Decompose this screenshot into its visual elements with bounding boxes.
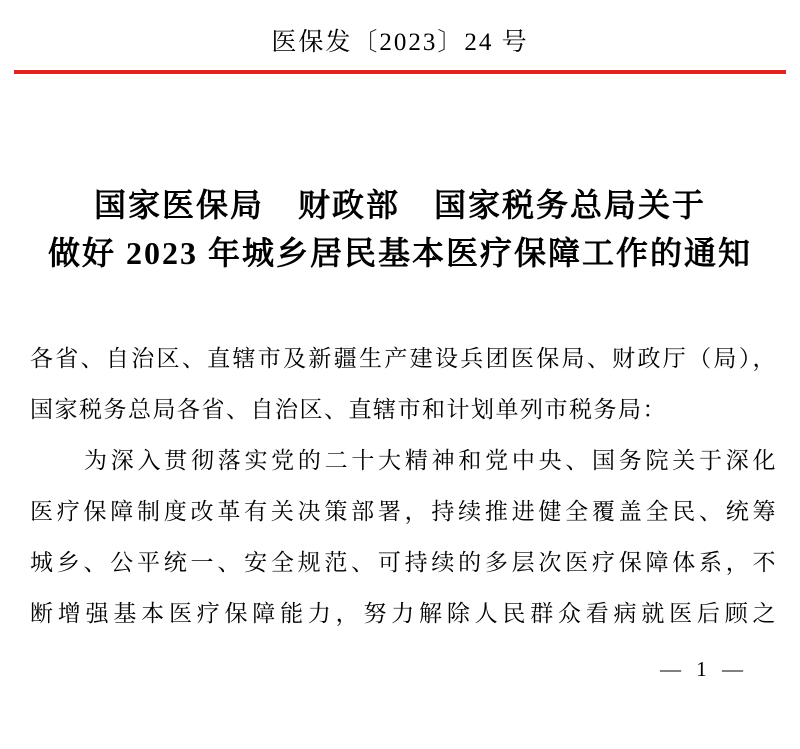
document-title [20, 181, 780, 277]
paragraph-line: 断增强基本医疗保障能力，努力解除人民群众看病就医后顾之 [30, 601, 777, 626]
document-title-line-1: 国家医保局 财政部 国家税务总局关于 [93, 187, 706, 223]
red-divider-rule [14, 70, 786, 74]
paragraph-line: 医疗保障制度改革有关决策部署，持续推进健全覆盖全民、统筹 [30, 499, 777, 524]
page-number: — 1 — [660, 657, 745, 681]
paragraph-line: 城乡、公平统一、安全规范、可持续的多层次医疗保障体系，不 [30, 550, 777, 575]
document-body [30, 333, 777, 639]
paragraph-line: 为深入贯彻落实党的二十大精神和党中央、国务院关于深化 [84, 448, 777, 473]
recipient-line: 国家税务总局各省、自治区、直辖市和计划单列市税务局： [30, 397, 667, 422]
document-title-line-2: 做好 2023 年城乡居民基本医疗保障工作的通知 [47, 235, 752, 271]
recipient-line: 各省、自治区、直辖市及新疆生产建设兵团医保局、财政厅（局）， [30, 346, 777, 371]
document-number: 医保发〔2023〕24 号 [271, 29, 529, 56]
